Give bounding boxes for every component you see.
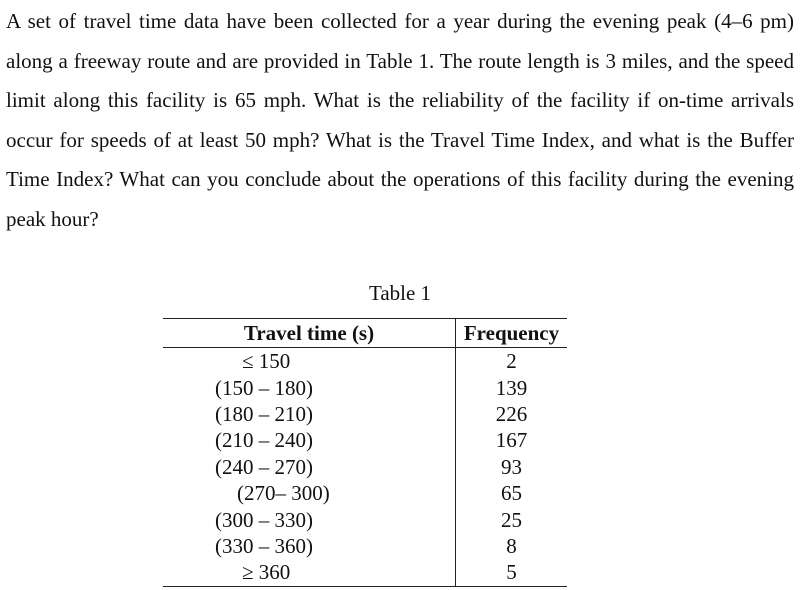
travel-time-cell: (330 – 360) [163, 533, 456, 559]
travel-time-cell: (240 – 270) [163, 454, 456, 480]
travel-time-cell: (210 – 240) [163, 427, 456, 453]
frequency-cell: 167 [495, 428, 528, 453]
table-row [163, 348, 567, 375]
frequency-cell: 93 [501, 454, 522, 479]
travel-time-table [163, 318, 567, 587]
frequency-cell: 226 [495, 401, 528, 426]
problem-statement: A set of travel time data have been collected for a year during the evening peak (4–6 pm) along a freeway route and are provided in Table 1. The route length is 3 miles, and the speed limit along this facility is 65 mph. What is the reliability of the facility if on-time arrivals occur for speeds of at least 50 mph? What is the Travel Time Index, and what is the Buffer Time Index? What can you conclude about the operations of this facility during the evening peak hour? [6, 9, 794, 231]
table-row [163, 506, 567, 532]
travel-time-cell: (150 – 180) [163, 374, 456, 400]
table-caption: Table 1 [368, 281, 432, 305]
table-row [163, 533, 567, 559]
table-row [163, 480, 567, 506]
frequency-cell: 25 [501, 507, 522, 532]
table-row [163, 454, 567, 480]
frequency-cell: 5 [506, 560, 517, 585]
frequency-cell: 2 [506, 349, 517, 374]
frequency-cell: 8 [506, 533, 517, 558]
table-row [163, 374, 567, 400]
table-row [163, 427, 567, 453]
frequency-header: Frequency [463, 321, 560, 345]
travel-time-cell: (270– 300) [163, 480, 456, 506]
travel-time-cell: ≥ 360 [163, 559, 456, 586]
table-row [163, 559, 567, 586]
frequency-cell: 65 [501, 481, 522, 506]
table-row [163, 401, 567, 427]
frequency-cell: 139 [495, 375, 528, 400]
travel-time-cell: ≤ 150 [163, 348, 456, 375]
travel-time-cell: (300 – 330) [163, 506, 456, 532]
table-header-row [163, 319, 567, 348]
travel-time-header: Travel time (s) [163, 319, 456, 348]
travel-time-cell: (180 – 210) [163, 401, 456, 427]
